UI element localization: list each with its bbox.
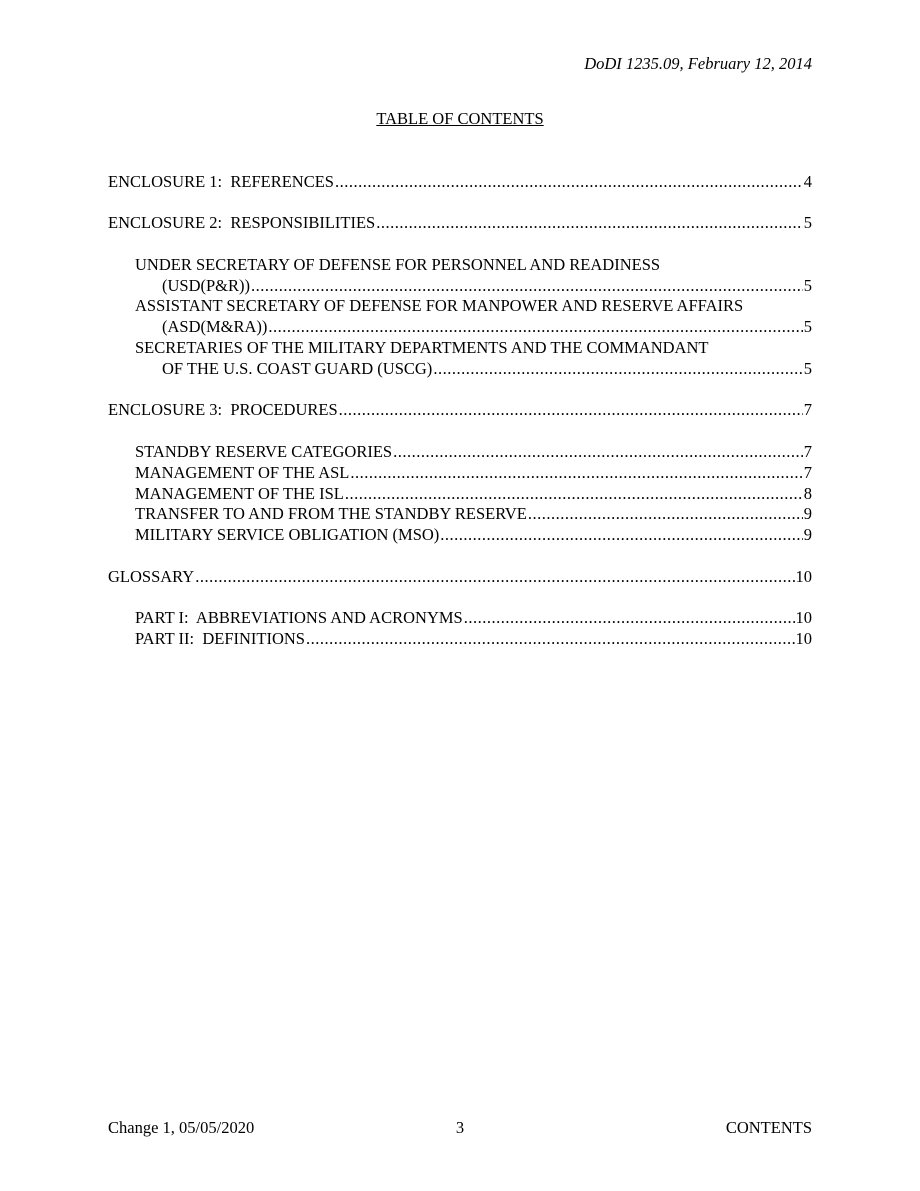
dot-leader <box>433 359 802 379</box>
dot-leader <box>464 608 795 628</box>
toc-subentry[interactable] <box>135 504 812 524</box>
dot-leader <box>306 629 795 649</box>
dot-leader <box>393 442 803 462</box>
toc-entry-page: 4 <box>803 172 812 191</box>
toc-subentry[interactable] <box>135 442 812 462</box>
toc-entry-label: MILITARY SERVICE OBLIGATION (MSO) <box>135 525 440 544</box>
toc-entry-page: 5 <box>803 317 812 336</box>
toc-subentry-usdpr-line1[interactable]: UNDER SECRETARY OF DEFENSE FOR PERSONNEL AND READINESS <box>135 255 661 274</box>
toc-entry-page: 7 <box>803 463 812 482</box>
toc-entry-page: 7 <box>803 400 812 419</box>
dot-leader <box>251 276 803 296</box>
dot-leader <box>528 504 803 524</box>
toc-title: TABLE OF CONTENTS <box>376 109 544 128</box>
toc-entry-label: OF THE U.S. COAST GUARD (USCG) <box>162 359 433 378</box>
toc-entry-page: 9 <box>803 525 812 544</box>
toc-entry-page: 5 <box>803 213 812 232</box>
toc-entry-label: PART II: DEFINITIONS <box>135 629 305 648</box>
toc-subentry-asd-line1[interactable]: ASSISTANT SECRETARY OF DEFENSE FOR MANPOWER AND RESERVE AFFAIRS <box>135 296 744 315</box>
toc-subentry[interactable] <box>135 463 812 483</box>
toc-entry-glossary[interactable] <box>108 567 812 587</box>
toc-entry-page: 8 <box>803 484 812 503</box>
toc-entry-label: PART I: ABBREVIATIONS AND ACRONYMS <box>135 608 463 627</box>
toc-entry-enclosure-1[interactable] <box>108 172 812 192</box>
dot-leader <box>345 484 803 504</box>
toc-entry-label: GLOSSARY <box>108 567 195 586</box>
toc-entry-page: 10 <box>795 567 812 586</box>
toc-entry-page: 9 <box>803 504 812 523</box>
toc-subentry-secretaries-line1[interactable]: SECRETARIES OF THE MILITARY DEPARTMENTS AND THE COMMANDANT <box>135 338 709 357</box>
change-notice: Change 1, 05/05/2020 <box>108 1118 255 1137</box>
toc-entry-label: ENCLOSURE 2: RESPONSIBILITIES <box>108 213 376 232</box>
toc-entry-label: (USD(P&R)) <box>162 276 251 295</box>
toc-subentry[interactable] <box>135 608 812 628</box>
toc-subentry[interactable] <box>135 484 812 504</box>
toc-entry-label: ENCLOSURE 3: PROCEDURES <box>108 400 338 419</box>
toc-subentry-usdpr[interactable] <box>162 276 812 296</box>
toc-entry-enclosure-2[interactable] <box>108 213 812 233</box>
toc-entry-label: TRANSFER TO AND FROM THE STANDBY RESERVE <box>135 504 527 523</box>
toc-subentry-secretaries[interactable] <box>162 359 812 379</box>
dot-leader <box>350 463 802 483</box>
toc-subentry[interactable] <box>135 629 812 649</box>
toc-entry-page: 5 <box>803 276 812 295</box>
toc-entry-page: 7 <box>803 442 812 461</box>
document-reference: DoDI 1235.09, February 12, 2014 <box>584 54 812 73</box>
dot-leader <box>268 317 802 337</box>
dot-leader <box>339 400 803 420</box>
toc-entry-label: (ASD(M&RA)) <box>162 317 268 336</box>
dot-leader <box>335 172 803 192</box>
toc-entry-label: MANAGEMENT OF THE ISL <box>135 484 344 503</box>
toc-entry-label: STANDBY RESERVE CATEGORIES <box>135 442 393 461</box>
toc-entry-page: 5 <box>803 359 812 378</box>
dot-leader <box>195 567 794 587</box>
toc-subentry[interactable] <box>135 525 812 545</box>
page-number: 3 <box>455 1118 465 1137</box>
toc-entry-enclosure-3[interactable] <box>108 400 812 420</box>
toc-entry-label: ENCLOSURE 1: REFERENCES <box>108 172 334 191</box>
toc-subentry-asd[interactable] <box>162 317 812 337</box>
toc-entry-label: MANAGEMENT OF THE ASL <box>135 463 350 482</box>
dot-leader <box>440 525 802 545</box>
toc-entry-page: 10 <box>795 629 812 648</box>
dot-leader <box>376 213 803 233</box>
toc-entry-page: 10 <box>795 608 812 627</box>
section-name: CONTENTS <box>725 1118 812 1137</box>
